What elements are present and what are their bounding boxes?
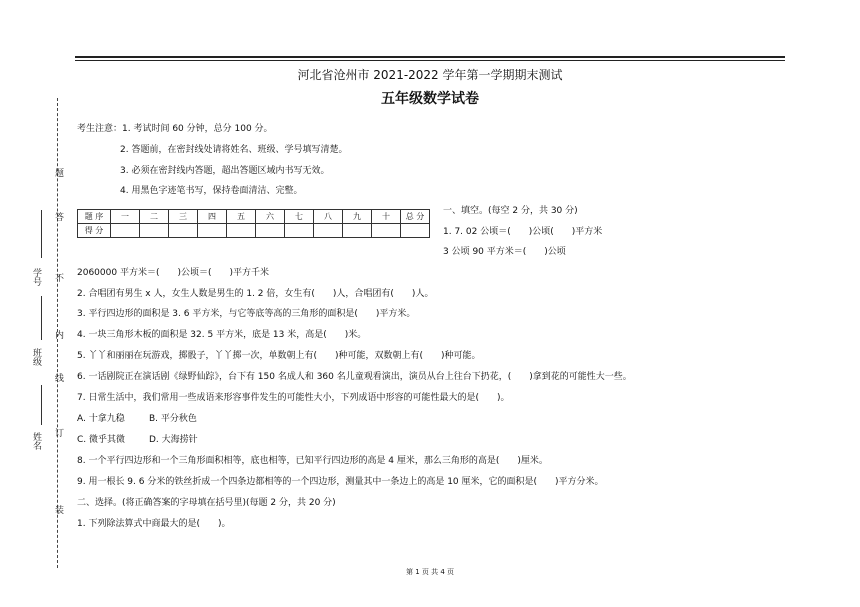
student-id-label: 学号 bbox=[31, 268, 41, 286]
notice-item-1: 1. 考试时间 60 分钟，总分 100 分。 bbox=[122, 124, 273, 134]
score-cell[interactable] bbox=[256, 224, 285, 238]
score-header-cell: 九 bbox=[343, 210, 372, 224]
question-4: 4. 一块三角形木板的面积是 32. 5 平方米，底是 13 米，高是( )米。 bbox=[77, 330, 367, 340]
seal-char-6: 订 bbox=[53, 428, 63, 437]
notice-lead bbox=[77, 123, 273, 135]
question-6: 6. 一话剧院正在演话剧《绿野仙踪》，台下有 150 名成人和 360 名儿童观看演出，演员从台上往台下扔花，( )拿到花的可能性大一些。 bbox=[77, 372, 632, 382]
score-table-score-row bbox=[78, 224, 430, 238]
class-label: 班级 bbox=[31, 348, 41, 366]
score-header-cell: 总 分 bbox=[401, 210, 430, 224]
score-header-cell: 五 bbox=[227, 210, 256, 224]
section1-heading: 一、填空。(每空 2 分，共 30 分) bbox=[443, 206, 578, 216]
score-cell[interactable] bbox=[198, 224, 227, 238]
section2-heading: 二、选择。(将正确答案的字母填在括号里)(每题 2 分，共 20 分) bbox=[77, 498, 336, 508]
q7-option-c: C. 微乎其微 bbox=[77, 435, 126, 445]
notice-item-3: 3. 必须在密封线内答题，超出答题区域内书写无效。 bbox=[120, 166, 330, 176]
notice-item-4: 4. 用黑色字迹笔书写，保持卷面清洁、完整。 bbox=[120, 186, 303, 196]
score-cell[interactable] bbox=[140, 224, 169, 238]
score-header-cell: 题 序 bbox=[78, 210, 111, 224]
q1-part-c: 2060000 平方米＝( )公顷＝( )平方千米 bbox=[77, 268, 269, 278]
score-header-cell: 一 bbox=[111, 210, 140, 224]
score-header-cell: 十 bbox=[372, 210, 401, 224]
score-header-cell: 三 bbox=[169, 210, 198, 224]
question-5: 5. 丫丫和丽丽在玩游戏，掷骰子，丫丫掷一次，单数朝上有( )种可能，双数朝上有( )种可能。 bbox=[77, 351, 481, 361]
section2-question-1: 1. 下列除法算式中商最大的是( )。 bbox=[77, 519, 231, 529]
score-cell[interactable] bbox=[314, 224, 343, 238]
question-3: 3. 平行四边形的面积是 3. 6 平方米，与它等底等高的三角形的面积是( )平方米。 bbox=[77, 309, 416, 319]
page-number: 第 1 页 共 4 页 bbox=[405, 568, 455, 576]
name-label: 姓名 bbox=[31, 432, 41, 450]
notice-lead-label: 考生注意： bbox=[77, 124, 123, 134]
seal-char-1: 题 bbox=[53, 168, 63, 177]
student-id-line bbox=[41, 210, 42, 258]
score-cell[interactable] bbox=[343, 224, 372, 238]
score-cell[interactable] bbox=[285, 224, 314, 238]
notice-item-2: 2. 答题前，在密封线处请将姓名、班级、学号填写清楚。 bbox=[120, 145, 348, 155]
score-row-label: 得 分 bbox=[78, 224, 111, 238]
q7-option-b: B. 平分秋色 bbox=[149, 414, 197, 424]
exam-subtitle: 五年级数学试卷 bbox=[381, 91, 479, 107]
q1-part-a: 1. 7. 02 公顷＝( )公顷( )平方米 bbox=[443, 227, 603, 237]
score-header-cell: 六 bbox=[256, 210, 285, 224]
score-cell[interactable] bbox=[372, 224, 401, 238]
seal-char-5: 线 bbox=[53, 373, 63, 382]
seal-char-7: 装 bbox=[53, 505, 63, 514]
question-8: 8. 一个平行四边形和一个三角形面积相等，底也相等，已知平行四边形的高是 4 厘米，那么三角形的高是( )厘米。 bbox=[77, 456, 548, 466]
class-line bbox=[41, 296, 42, 340]
q7-option-a: A. 十拿九稳 bbox=[77, 414, 125, 424]
score-cell[interactable] bbox=[169, 224, 198, 238]
question-7: 7. 日常生活中，我们常用一些成语来形容事件发生的可能性大小，下列成语中形容的可能性最大的是( )。 bbox=[77, 393, 510, 403]
score-header-cell: 四 bbox=[198, 210, 227, 224]
seal-char-2: 答 bbox=[53, 212, 63, 221]
top-rule-thick bbox=[75, 56, 785, 58]
score-cell[interactable] bbox=[401, 224, 430, 238]
score-cell[interactable] bbox=[227, 224, 256, 238]
q1-part-b: 3 公顷 90 平方米＝( )公顷 bbox=[443, 247, 566, 257]
seal-char-3: 不 bbox=[53, 273, 63, 282]
score-header-cell: 二 bbox=[140, 210, 169, 224]
score-table-header-row bbox=[78, 210, 430, 224]
q7-option-d: D. 大海捞针 bbox=[149, 435, 198, 445]
score-header-cell: 八 bbox=[314, 210, 343, 224]
seal-char-4: 内 bbox=[53, 330, 63, 339]
score-table bbox=[77, 209, 430, 238]
question-9: 9. 用一根长 9. 6 分米的铁丝折成一个四条边都相等的一个四边形，测量其中一条边上的高是 10 厘米，它的面积是( )平方分米。 bbox=[77, 477, 604, 487]
question-2: 2. 合唱团有男生 x 人，女生人数是男生的 1. 2 倍，女生有( )人，合唱团有( )人。 bbox=[77, 289, 434, 299]
score-header-cell: 七 bbox=[285, 210, 314, 224]
name-line bbox=[41, 385, 42, 425]
score-cell[interactable] bbox=[111, 224, 140, 238]
exam-title: 河北省沧州市 2021-2022 学年第一学期期末测试 bbox=[297, 68, 563, 82]
top-rule-thin bbox=[75, 60, 785, 61]
